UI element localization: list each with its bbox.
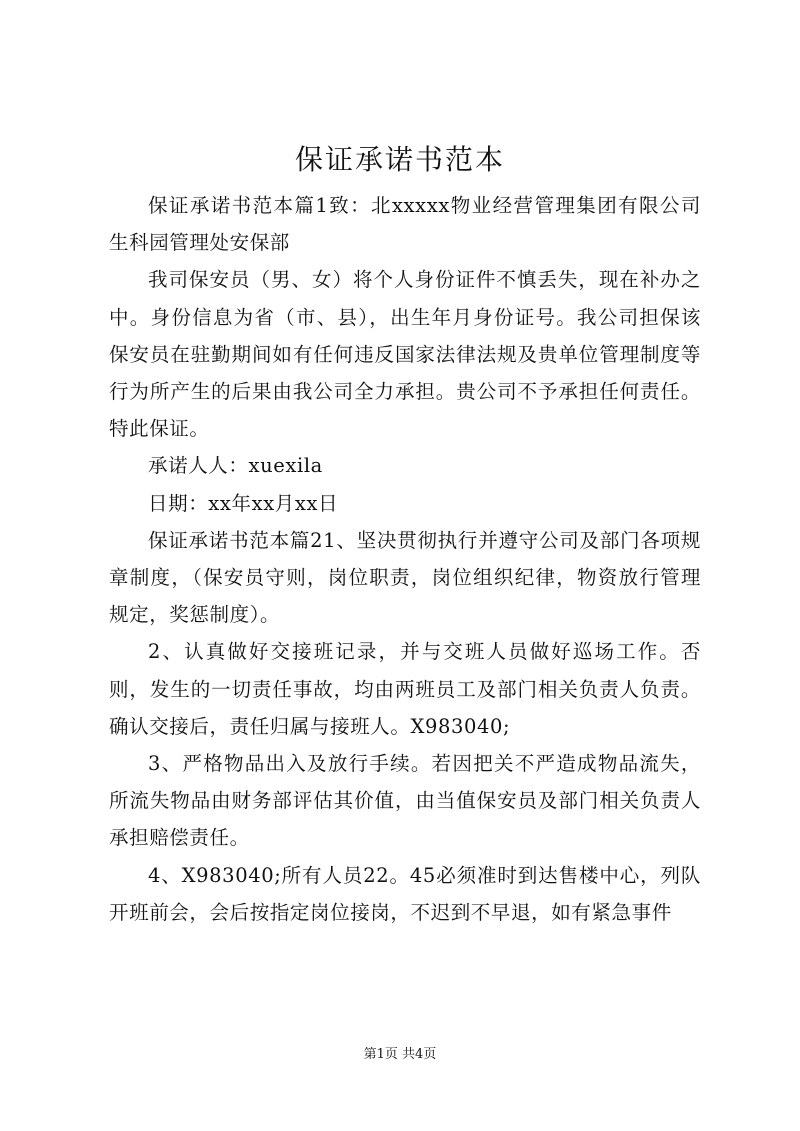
paragraph-7: 3、严格物品出入及放行手续。若因把关不严造成物品流失，所流失物品由财务部评估其价值，由当值保安员及部门相关负责人承担赔偿责任。 [109,752,701,850]
page-number: 第1页 共4页 [363,1047,437,1062]
paragraph-date: 日期：xx年xx月xx日 [148,491,339,515]
paragraph-1: 保证承诺书范本篇1致：北xxxxx物业经营管理集团有限公司生科园管理处安保部 [109,194,701,255]
paragraph-8: 4、X983040;所有人员22。45必须准时到达售楼中心，列队开班前会，会后按指定岗位接岗，不迟到不早退，如有紧急事件 [109,863,701,924]
paragraph-6: 2、认真做好交接班记录，并与交班人员做好巡场工作。否则，发生的一切责任事故，均由两班员工及部门相关负责人负责。确认交接后，责任归属与接班人。X983040; [109,640,701,738]
paragraph-2: 我司保安员（男、女）将个人身份证件不慎丢失，现在补办之中。身份信息为省（市、县），出生年月身份证号。我公司担保该保安员在驻勤期间如有任何违反国家法律法规及贵单位管理制度等行为所产生的后果由我公司全力承担。贵公司不予承担任何责任。特此保证。 [109,268,701,441]
paragraph-signatory: 承诺人人：xuexila [148,454,323,478]
document-title: 保证承诺书范本 [294,143,505,176]
document-body [109,187,701,931]
paragraph-5: 保证承诺书范本篇21、坚决贯彻执行并遵守公司及部门各项规章制度，（保安员守则，岗位职责，岗位组织纪律，物资放行管理规定，奖惩制度）。 [109,528,701,627]
